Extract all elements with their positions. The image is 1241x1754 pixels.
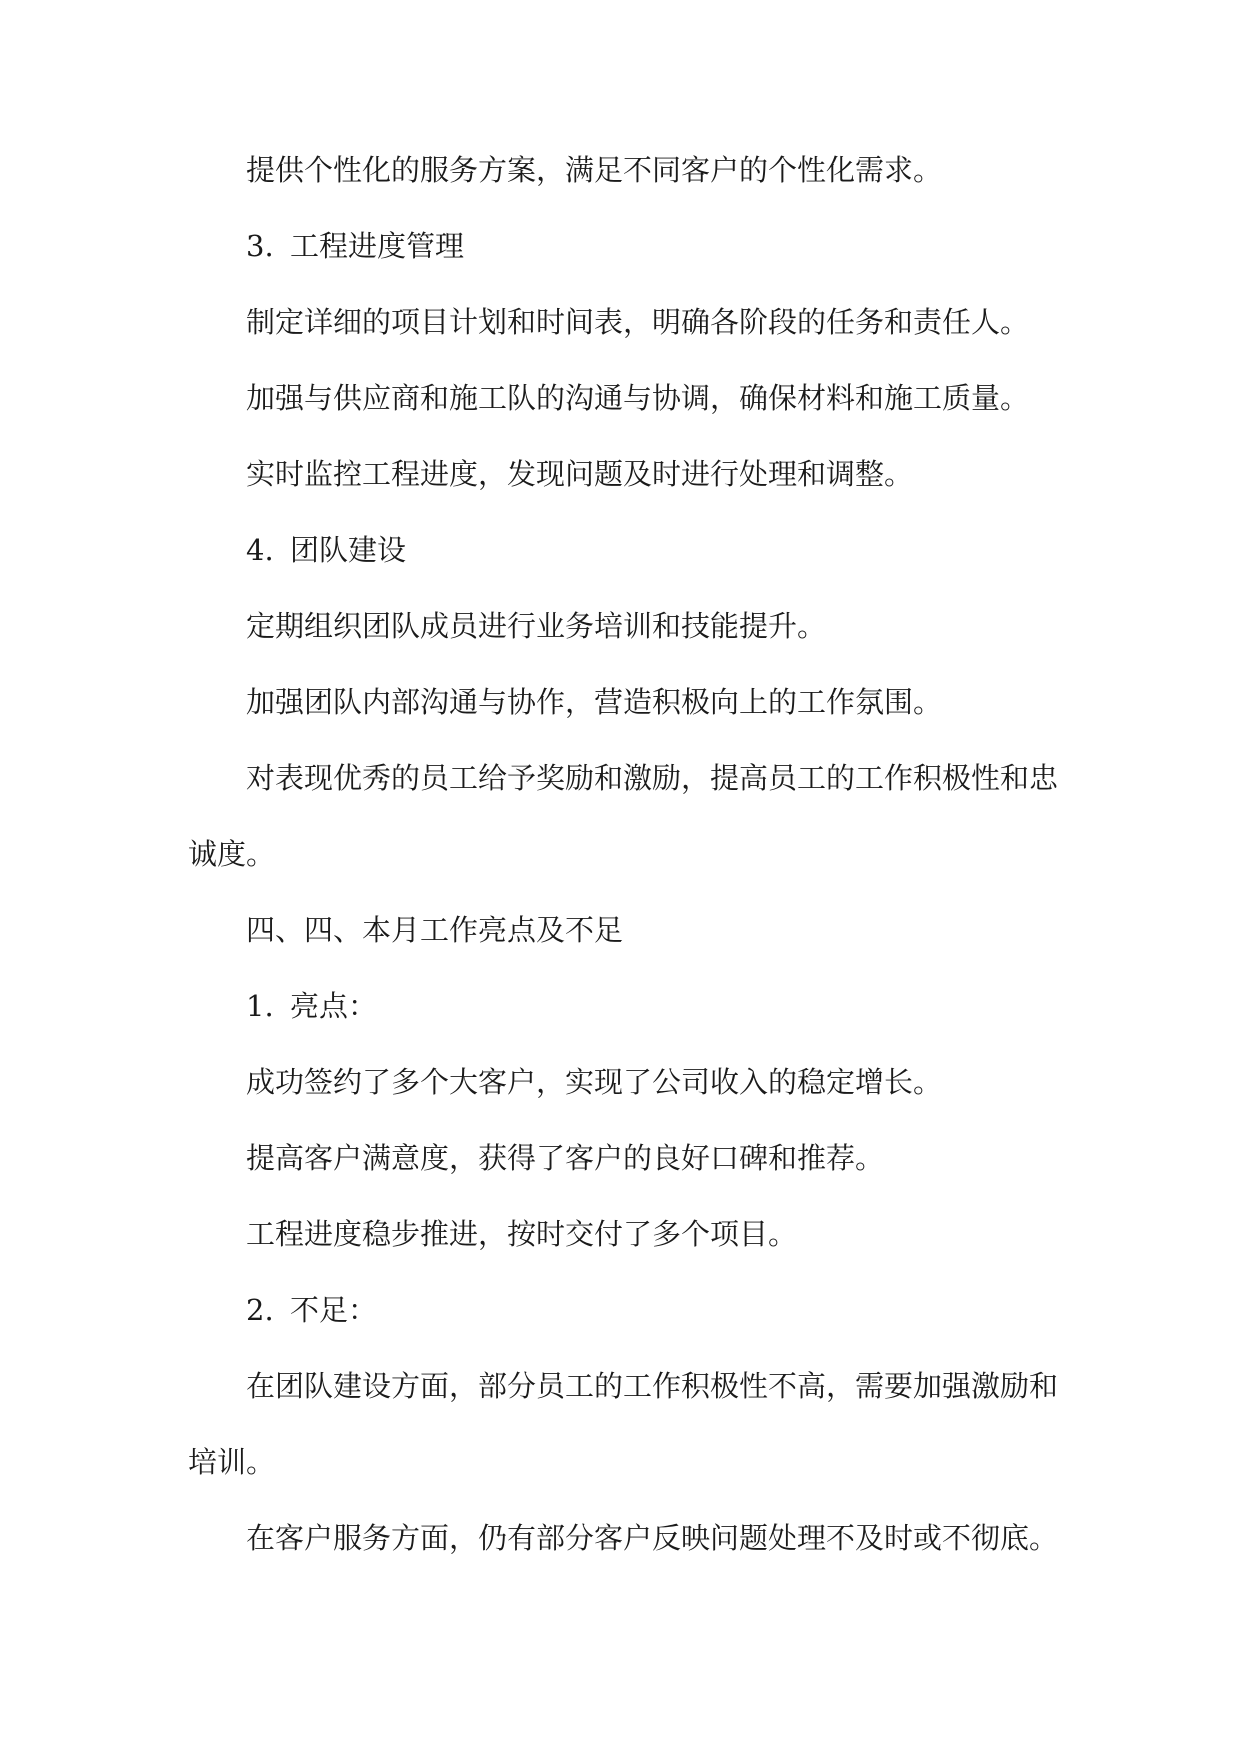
paragraph-line: 对表现优秀的员工给予奖励和激励，提高员工的工作积极性和忠 <box>246 761 1059 795</box>
subsection-heading-1 <box>246 986 377 1026</box>
heading-text: 工程进度管理 <box>290 229 465 263</box>
list-number: 2. <box>246 1293 274 1327</box>
list-number: 1. <box>246 989 274 1023</box>
list-number: 3. <box>246 229 274 263</box>
paragraph-line: 在客户服务方面，仍有部分客户反映问题处理不及时或不彻底。 <box>246 1521 1059 1555</box>
list-number: 4. <box>246 533 274 567</box>
paragraph-line: 提高客户满意度，获得了客户的良好口碑和推荐。 <box>246 1141 885 1175</box>
subsection-heading-2 <box>246 1290 377 1330</box>
heading-text: 不足： <box>290 1293 378 1327</box>
paragraph-line: 成功签约了多个大客户，实现了公司收入的稳定增长。 <box>246 1065 943 1099</box>
paragraph-line: 加强与供应商和施工队的沟通与协调，确保材料和施工质量。 <box>246 381 1030 415</box>
heading-text: 团队建设 <box>290 533 407 567</box>
paragraph-line-continued: 诚度。 <box>188 837 276 871</box>
section-heading-4 <box>246 530 406 570</box>
section-heading-3 <box>246 226 464 266</box>
paragraph-line: 工程进度稳步推进，按时交付了多个项目。 <box>246 1217 798 1251</box>
paragraph-line: 提供个性化的服务方案，满足不同客户的个性化需求。 <box>246 153 943 187</box>
paragraph-line: 制定详细的项目计划和时间表，明确各阶段的任务和责任人。 <box>246 305 1030 339</box>
section-heading-main: 四、四、本月工作亮点及不足 <box>246 913 624 947</box>
paragraph-line-continued: 培训。 <box>188 1445 276 1479</box>
paragraph-line: 定期组织团队成员进行业务培训和技能提升。 <box>246 609 827 643</box>
paragraph-line: 加强团队内部沟通与协作，营造积极向上的工作氛围。 <box>246 685 943 719</box>
heading-text: 亮点： <box>290 989 378 1023</box>
paragraph-line: 实时监控工程进度，发现问题及时进行处理和调整。 <box>246 457 914 491</box>
paragraph-line: 在团队建设方面，部分员工的工作积极性不高，需要加强激励和 <box>246 1369 1059 1403</box>
